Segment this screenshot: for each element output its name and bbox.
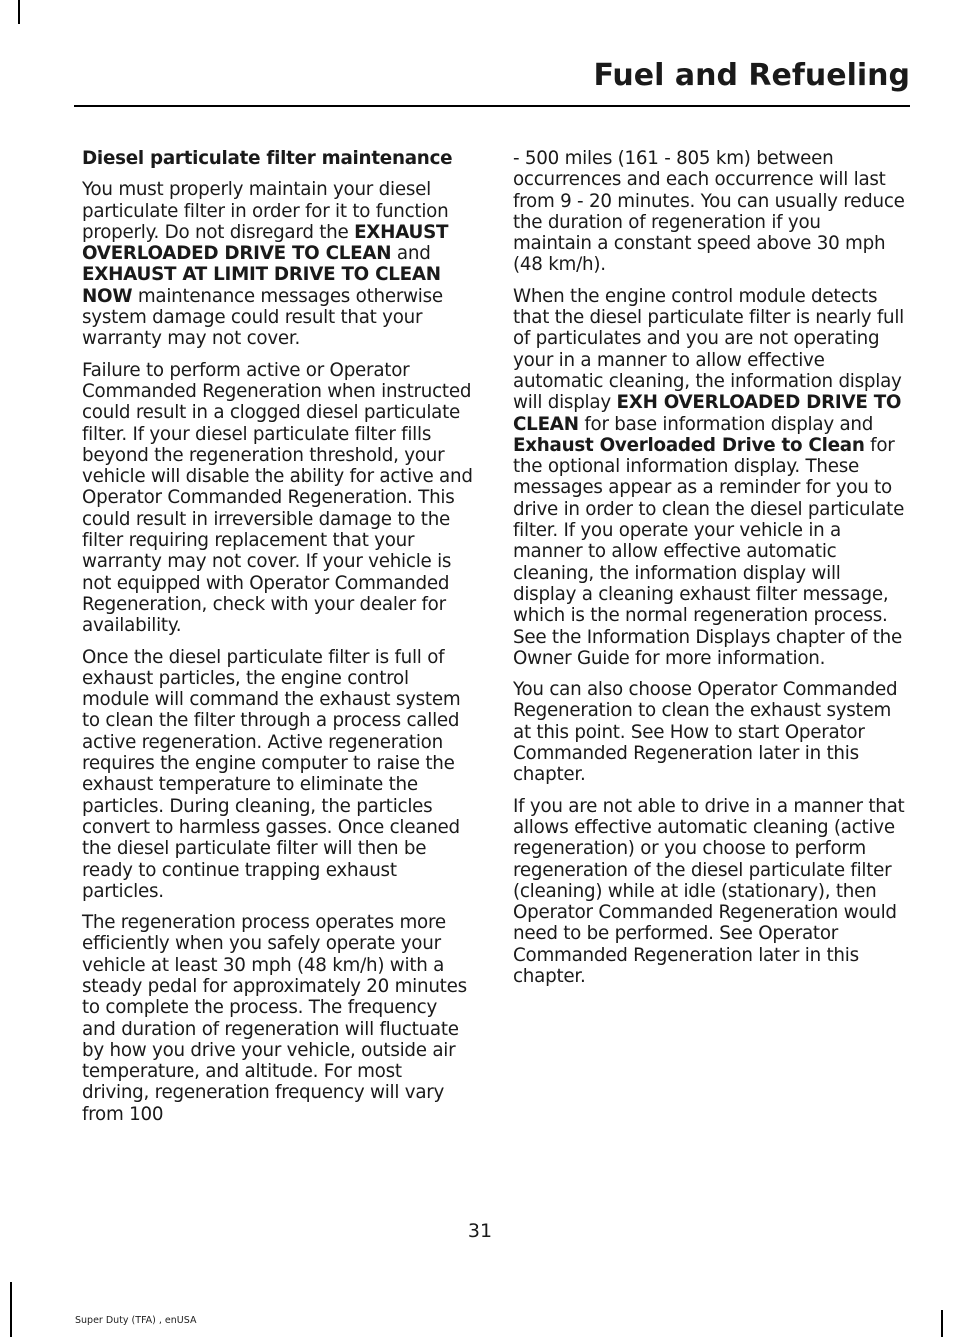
left-column [82,148,474,1135]
crop-mark-bottom-right [941,1310,943,1337]
footer-text: Super Duty (TFA) , enUSA [75,1315,197,1326]
warning-message-overloaded: EXHAUST OVERLOADED DRIVE TO CLEAN [82,221,449,265]
crop-mark-bottom-left [10,1282,12,1337]
paragraph-active-regeneration: Once the diesel particulate filter is full of exhaust particles, the engine control module will command the exhaust system to clean the filter through a process called active regeneration. Active regeneration requires the engine computer to raise the exhaust temperature to eliminate the particles. During cleaning, the particles convert to harmless gasses. Once cleaned the diesel particulate filter will then be ready to continue trapping exhaust particles. [82,646,461,902]
text: When the engine control module detects that the diesel particulate filter is nearly full of particulates and you are not operating your in a manner to allow effective automatic cleaning, the information display will display [513,285,904,414]
right-column [513,148,905,997]
text: You must properly maintain your diesel particulate filter in order for it to function properly. Do not disregard the [82,179,449,243]
paragraph-operator-commanded: You can also choose Operator Commanded Regeneration to clean the exhaust system at this point. See How to start Operator Commanded Regeneration later in this chapter. [513,679,898,786]
warning-message-exh-overloaded: EXH OVERLOADED DRIVE TO CLEAN [513,392,902,435]
page-header [0,58,910,93]
paragraph-maintenance [82,179,474,349]
header-divider [74,105,910,107]
text: for base information display and [578,413,874,435]
page-number: 31 [467,1220,493,1242]
paragraph-idle-regeneration: If you are not able to drive in a manner that allows effective automatic cleaning (active regeneration) or you choose to perform regeneration of the diesel particulate filter (cleaning) while at idle (stationary), then Operator Commanded Regeneration would need to be performed. See Operator Commanded Regeneration later in this chapter. [513,795,905,987]
paragraph-regeneration-process: The regeneration process operates more efficiently when you safely operate your vehicle at least 30 mph (48 km/h) with a steady pedal for approximately 20 minutes to complete the process. The frequency and duration of regeneration will fluctuate by how you drive your vehicle, outside air temperature, and altitude. For most driving, regeneration frequency will vary from 100 [82,912,467,1125]
paragraph-failure: Failure to perform active or Operator Commanded Regeneration when instructed could result in a clogged diesel particulate filter. If your diesel particulate filter fills beyond the regeneration threshold, your vehicle will disable the ability for active and Operator Commanded Regeneration. This could result in irreversible damage to the filter requiring replacement that your warranty may not cover. If your vehicle is not equipped with Operator Commanded Regeneration, check with your dealer for availability. [82,359,473,637]
text: maintenance messages otherwise system damage could result that your warranty may not cover. [82,285,443,350]
section-heading: Diesel particulate filter maintenance [82,148,453,169]
warning-message-exhaust-overloaded: Exhaust Overloaded Drive to Clean [513,434,865,456]
text: and [391,243,431,265]
text: for the optional information display. These messages appear as a reminder for you to drive in order to clean the diesel particulate filter. If you operate your vehicle in a manner to allow effective automatic cleaning, the information display will display a cleaning exhaust filter message, which is the normal regeneration process. See the Information Displays chapter of the Owner Guide for more information. [513,434,905,669]
crop-mark-top-left [18,0,20,24]
paragraph-detection [513,286,905,669]
paragraph-frequency: - 500 miles (161 - 805 km) between occurrences and each occurrence will last from 9 - 20 minutes. You can usually reduce the duration of regeneration if you maintain a constant speed above 30 mph (48 km/h). [513,148,905,276]
page-title: Fuel and Refueling [593,58,910,93]
warning-message-at-limit: EXHAUST AT LIMIT DRIVE TO CLEAN NOW [82,264,441,307]
